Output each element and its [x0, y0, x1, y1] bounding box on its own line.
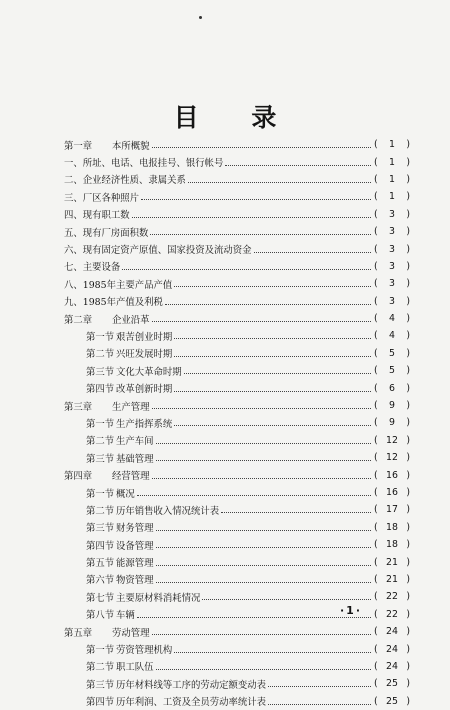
page-bracket-close: ) [406, 260, 410, 272]
dot-leader [202, 599, 371, 600]
page-number: 3 [389, 278, 395, 290]
page-bracket-open: ( [374, 452, 378, 464]
toc-entry-page [374, 487, 410, 498]
page-number: 22 [386, 591, 398, 603]
toc-entry-page [374, 348, 410, 359]
toc-entry-page [374, 678, 410, 689]
toc-entry-title: 二、企业经济性质、隶属关系 [64, 175, 186, 187]
toc-entry-number: 第四节 [86, 540, 115, 552]
page-bracket-open: ( [374, 347, 378, 359]
toc-entry[interactable] [64, 345, 410, 362]
toc-entry-number: 第一节 [86, 331, 115, 343]
toc-entry-number: 第四节 [86, 697, 115, 709]
page-bracket-open: ( [374, 591, 378, 603]
page-number: 12 [386, 452, 398, 464]
page-bracket-open: ( [374, 400, 378, 412]
dot-leader [225, 165, 371, 166]
toc-entry-title: 历年利润、工资及全员劳动率统计表 [116, 697, 267, 709]
page-number: 25 [386, 678, 398, 690]
dot-leader [174, 425, 371, 426]
toc-entry-label [64, 190, 139, 204]
toc-entry-label [64, 312, 150, 326]
page-bracket-open: ( [374, 295, 378, 307]
page-number: 25 [386, 695, 398, 707]
toc-entry-title: 概况 [116, 488, 135, 500]
page-number: 3 [389, 226, 395, 238]
dot-leader [156, 547, 371, 548]
toc-entry-title: 生产车间 [116, 436, 154, 448]
toc-entry[interactable] [64, 379, 410, 396]
page-bracket-open: ( [374, 521, 378, 533]
dot-leader [150, 234, 371, 235]
toc-entry[interactable] [64, 553, 410, 570]
page-bracket-close: ) [406, 417, 410, 429]
toc-entry-title: 七、主要设备 [64, 262, 121, 274]
toc-entry[interactable] [64, 188, 410, 205]
toc-entry-label [64, 155, 223, 169]
page-number: 24 [386, 626, 398, 638]
page-bracket-open: ( [374, 139, 378, 151]
page-number: 17 [386, 504, 398, 516]
toc-entry-page [374, 522, 410, 533]
page-number: 1 [389, 156, 395, 168]
toc-entry-title: 八、1985年主要产品产值 [64, 279, 173, 291]
toc-entry-label [86, 694, 266, 708]
toc-entry[interactable] [64, 536, 410, 553]
toc-entry-number: 第一章 [64, 140, 93, 152]
dot-leader [188, 182, 371, 183]
toc-entry[interactable] [64, 275, 410, 292]
toc-entry-label [64, 225, 148, 239]
page-bracket-open: ( [374, 365, 378, 377]
toc-entry-page [374, 609, 410, 620]
toc-entry-label [86, 503, 219, 517]
toc-entry[interactable] [64, 327, 410, 344]
page-bracket-open: ( [374, 695, 378, 707]
toc-entry-title: 物资管理 [116, 575, 154, 587]
page-number: 3 [389, 295, 395, 307]
dot-leader [156, 530, 371, 531]
toc-entry-page [374, 504, 410, 515]
dot-leader [268, 704, 371, 705]
toc-entry-title: 劳动管理 [112, 627, 150, 639]
toc-entry-title: 五、现有厂房面积数 [64, 227, 149, 239]
toc-entry-page [374, 139, 410, 150]
page-bracket-close: ) [406, 365, 410, 377]
page-bracket-open: ( [374, 504, 378, 516]
toc-entry-page [374, 644, 410, 655]
page-bracket-open: ( [374, 434, 378, 446]
dot-leader [268, 686, 371, 687]
page-number: 3 [389, 260, 395, 272]
page-bracket-close: ) [406, 487, 410, 498]
dot-leader [152, 147, 371, 148]
toc-entry-number: 第一节 [86, 488, 115, 500]
dot-leader [174, 338, 371, 339]
toc-entry-number: 第三节 [86, 366, 115, 378]
toc-entry-label [64, 138, 150, 152]
page-bracket-close: ) [406, 695, 410, 707]
page-number: 21 [386, 556, 398, 568]
dot-leader [254, 252, 371, 253]
page-bracket-close: ) [406, 626, 410, 638]
toc-entry[interactable] [64, 362, 410, 379]
toc-entry[interactable] [64, 501, 410, 518]
toc-entry-number: 第八节 [86, 610, 115, 622]
table-of-contents [64, 136, 410, 710]
page-bracket-close: ) [406, 573, 410, 585]
toc-entry-label [86, 416, 172, 430]
toc-entry-page [374, 591, 410, 602]
page-number: 9 [389, 417, 395, 429]
toc-entry-page [374, 539, 410, 550]
toc-entry-title: 基础管理 [116, 453, 154, 465]
page-bracket-open: ( [374, 278, 378, 290]
toc-entry-page [374, 278, 410, 289]
page-bracket-open: ( [374, 226, 378, 238]
toc-entry[interactable] [64, 466, 410, 483]
print-speck [199, 16, 202, 19]
toc-entry-title: 经营管理 [112, 471, 150, 483]
dot-leader [156, 669, 371, 670]
page-number: 18 [386, 521, 398, 533]
page-bracket-open: ( [374, 243, 378, 255]
toc-entry-number: 第一节 [86, 645, 115, 657]
page-bracket-open: ( [374, 173, 378, 185]
toc-entry[interactable] [64, 397, 410, 414]
dot-leader [156, 565, 371, 566]
page-bracket-close: ) [406, 643, 410, 655]
toc-entry-page [374, 696, 410, 707]
page-bracket-close: ) [406, 556, 410, 568]
toc-entry-label [86, 642, 172, 656]
page-bracket-open: ( [374, 556, 378, 568]
dot-leader [174, 391, 371, 392]
dot-leader [165, 304, 371, 305]
toc-entry-title: 能源管理 [116, 558, 154, 570]
page-number: 16 [386, 469, 398, 481]
page-bracket-close: ) [406, 382, 410, 394]
page-bracket-open: ( [374, 487, 378, 498]
page-bracket-open: ( [374, 208, 378, 220]
dot-leader [152, 408, 371, 409]
page-bracket-close: ) [406, 660, 410, 672]
page-bracket-open: ( [374, 156, 378, 168]
toc-entry-number: 第一节 [86, 418, 115, 430]
toc-entry-number: 第四章 [64, 471, 93, 483]
toc-entry[interactable] [64, 293, 410, 310]
toc-entry-page [374, 209, 410, 220]
toc-entry-page [374, 574, 410, 585]
toc-entry[interactable] [64, 171, 410, 188]
toc-entry[interactable] [64, 571, 410, 588]
dot-leader [152, 634, 371, 635]
toc-entry-number: 第五章 [64, 627, 93, 639]
page-bracket-open: ( [374, 678, 378, 690]
toc-entry-label [86, 677, 266, 691]
page-bracket-close: ) [406, 139, 410, 151]
toc-entry[interactable] [64, 449, 410, 466]
page-number: 3 [389, 243, 395, 255]
toc-entry-number: 第二节 [86, 349, 115, 361]
toc-entry-page [374, 157, 410, 168]
page-bracket-close: ) [406, 173, 410, 185]
toc-entry-label [64, 277, 172, 291]
toc-entry-title: 财务管理 [116, 523, 154, 535]
toc-entry-number: 第二章 [64, 314, 93, 326]
toc-entry[interactable] [64, 588, 410, 605]
toc-entry-label [64, 468, 150, 482]
toc-entry-label [64, 172, 186, 186]
toc-entry-title: 职工队伍 [116, 662, 154, 674]
toc-entry-number: 第三节 [86, 679, 115, 691]
toc-entry[interactable] [64, 240, 410, 257]
toc-entry[interactable] [64, 519, 410, 536]
toc-entry[interactable] [64, 136, 410, 153]
page-number: 9 [389, 400, 395, 412]
dot-leader [221, 512, 371, 513]
toc-entry[interactable] [64, 223, 410, 240]
dot-leader [174, 356, 371, 357]
toc-entry[interactable] [64, 675, 410, 692]
dot-leader [156, 460, 371, 461]
toc-entry-page [374, 400, 410, 411]
toc-entry-label [86, 607, 135, 621]
toc-entry-page [374, 470, 410, 481]
page-bracket-close: ) [406, 678, 410, 690]
page-title: 目 录 [173, 103, 299, 132]
page-bracket-open: ( [374, 643, 378, 655]
toc-entry-title: 主要原材料消耗情况 [116, 592, 201, 604]
toc-entry-title: 设备管理 [116, 540, 154, 552]
toc-entry-label [86, 346, 172, 360]
page-number: 5 [389, 347, 395, 359]
page-bracket-open: ( [374, 417, 378, 429]
toc-entry[interactable] [64, 153, 410, 170]
page-number-footer: ·1· [340, 604, 363, 617]
toc-entry-label [86, 381, 172, 395]
toc-entry-number: 第七节 [86, 592, 115, 604]
toc-entry-title: 本所概貌 [112, 140, 150, 152]
toc-entry-page [374, 661, 410, 672]
page-bracket-close: ) [406, 313, 410, 325]
page-bracket-close: ) [406, 452, 410, 464]
toc-entry[interactable] [64, 258, 410, 275]
toc-entry-label [64, 625, 150, 639]
toc-entry-label [86, 572, 154, 586]
toc-entry-title: 艰苦创业时期 [116, 331, 173, 343]
page-bracket-close: ) [406, 278, 410, 290]
page-number: 16 [386, 487, 398, 498]
page-number: 4 [389, 330, 395, 342]
toc-entry[interactable] [64, 658, 410, 675]
page-bracket-close: ) [406, 521, 410, 533]
toc-entry-title: 历年材料线等工序的劳动定额变动表 [116, 679, 267, 691]
toc-entry[interactable] [64, 432, 410, 449]
toc-entry-number: 第五节 [86, 558, 115, 570]
toc-entry-label [86, 433, 154, 447]
toc-entry-label [64, 399, 150, 413]
toc-entry-label [64, 242, 252, 256]
page-bracket-close: ) [406, 539, 410, 551]
page-number: 4 [389, 313, 395, 325]
toc-entry-title: 九、1985年产值及利税 [64, 297, 163, 309]
toc-entry-label [86, 590, 200, 604]
toc-entry-label [64, 294, 163, 308]
toc-entry-page [374, 452, 410, 463]
toc-entry-title: 生产指挥系统 [116, 418, 173, 430]
toc-entry[interactable] [64, 640, 410, 657]
page-bracket-open: ( [374, 608, 378, 620]
dot-leader [152, 321, 371, 322]
page-number: 6 [389, 382, 395, 394]
page-bracket-close: ) [406, 191, 410, 203]
dot-leader [156, 443, 371, 444]
dot-leader [141, 199, 371, 200]
page-bracket-open: ( [374, 330, 378, 342]
toc-entry-title: 改革创新时期 [116, 384, 173, 396]
page-number: 21 [386, 573, 398, 585]
toc-entry-title: 车辆 [116, 610, 135, 622]
toc-entry-title: 企业沿革 [112, 314, 150, 326]
toc-entry-label [86, 364, 182, 378]
toc-entry[interactable] [64, 414, 410, 431]
toc-entry-number: 第三节 [86, 523, 115, 535]
toc-entry[interactable] [64, 693, 410, 710]
toc-entry-title: 一、所址、电话、电报挂号、银行帐号 [64, 158, 224, 170]
page-number: 22 [386, 608, 398, 620]
page-bracket-close: ) [406, 504, 410, 516]
page-number: 3 [389, 208, 395, 220]
dot-leader [122, 269, 371, 270]
dot-leader [152, 478, 371, 479]
page-bracket-close: ) [406, 608, 410, 620]
toc-entry-page [374, 383, 410, 394]
toc-entry-page [374, 313, 410, 324]
toc-entry-page [374, 191, 410, 202]
toc-entry-number: 第三节 [86, 453, 115, 465]
dot-leader [184, 373, 371, 374]
toc-entry-title: 四、现有职工数 [64, 210, 130, 222]
dot-leader [132, 217, 371, 218]
page-bracket-close: ) [406, 156, 410, 168]
toc-entry-page [374, 261, 410, 272]
toc-entry-page [374, 226, 410, 237]
toc-entry-number: 第二节 [86, 505, 115, 517]
page-bracket-close: ) [406, 400, 410, 412]
toc-entry-label [86, 329, 172, 343]
toc-entry[interactable] [64, 310, 410, 327]
page-bracket-close: ) [406, 469, 410, 481]
toc-entry-label [86, 538, 154, 552]
page-number: 18 [386, 539, 398, 551]
page-bracket-open: ( [374, 313, 378, 325]
toc-entry-page [374, 330, 410, 341]
toc-entry-title: 劳资管理机构 [116, 645, 173, 657]
page-number: 1 [389, 139, 395, 151]
page-bracket-open: ( [374, 260, 378, 272]
page-bracket-close: ) [406, 208, 410, 220]
page-number: 24 [386, 660, 398, 672]
toc-entry-page [374, 557, 410, 568]
page-bracket-open: ( [374, 539, 378, 551]
toc-entry-page [374, 174, 410, 185]
toc-entry-number: 第二节 [86, 436, 115, 448]
toc-entry-page [374, 296, 410, 307]
toc-entry[interactable] [64, 623, 410, 640]
page-number: 1 [389, 191, 395, 203]
toc-entry-number: 第二节 [86, 662, 115, 674]
page-bracket-close: ) [406, 347, 410, 359]
dot-leader [174, 652, 371, 653]
dot-leader [137, 617, 371, 618]
dot-leader [174, 286, 371, 287]
toc-entry-page [374, 626, 410, 637]
toc-entry-number: 第三章 [64, 401, 93, 413]
toc-entry-title: 三、厂区各种照片 [64, 192, 140, 204]
toc-entry-label [64, 259, 120, 273]
toc-entry-page [374, 417, 410, 428]
dot-leader [156, 582, 371, 583]
page-bracket-close: ) [406, 226, 410, 238]
toc-entry-title: 生产管理 [112, 401, 150, 413]
toc-entry-title: 文化大革命时期 [116, 366, 182, 378]
toc-entry-label [86, 555, 154, 569]
toc-entry-label [86, 486, 135, 500]
page-bracket-close: ) [406, 330, 410, 342]
toc-entry-page [374, 365, 410, 376]
page-bracket-open: ( [374, 573, 378, 585]
page-bracket-open: ( [374, 626, 378, 638]
toc-entry-label [64, 207, 130, 221]
page-bracket-close: ) [406, 243, 410, 255]
toc-entry[interactable] [64, 206, 410, 223]
page-number: 12 [386, 434, 398, 446]
toc-entry-number: 第六节 [86, 575, 115, 587]
page-number: 1 [389, 173, 395, 185]
toc-entry-title: 兴旺发展时期 [116, 349, 173, 361]
toc-entry[interactable] [64, 484, 410, 501]
toc-entry-label [86, 659, 154, 673]
toc-entry-title: 六、现有固定资产原值、国家投资及流动资金 [64, 245, 252, 257]
toc-entry-label [86, 451, 154, 465]
page-number: 5 [389, 365, 395, 377]
page-number: 24 [386, 643, 398, 655]
page-bracket-close: ) [406, 591, 410, 603]
toc-entry-number: 第四节 [86, 384, 115, 396]
page-bracket-close: ) [406, 295, 410, 307]
page-bracket-close: ) [406, 434, 410, 446]
page-bracket-open: ( [374, 469, 378, 481]
page-bracket-open: ( [374, 660, 378, 672]
dot-leader [137, 495, 371, 496]
toc-entry-page [374, 435, 410, 446]
toc-entry-title: 历年销售收入情况统计表 [116, 505, 220, 517]
page-bracket-open: ( [374, 382, 378, 394]
page-bracket-open: ( [374, 191, 378, 203]
toc-entry-page [374, 244, 410, 255]
toc-entry-label [86, 520, 154, 534]
